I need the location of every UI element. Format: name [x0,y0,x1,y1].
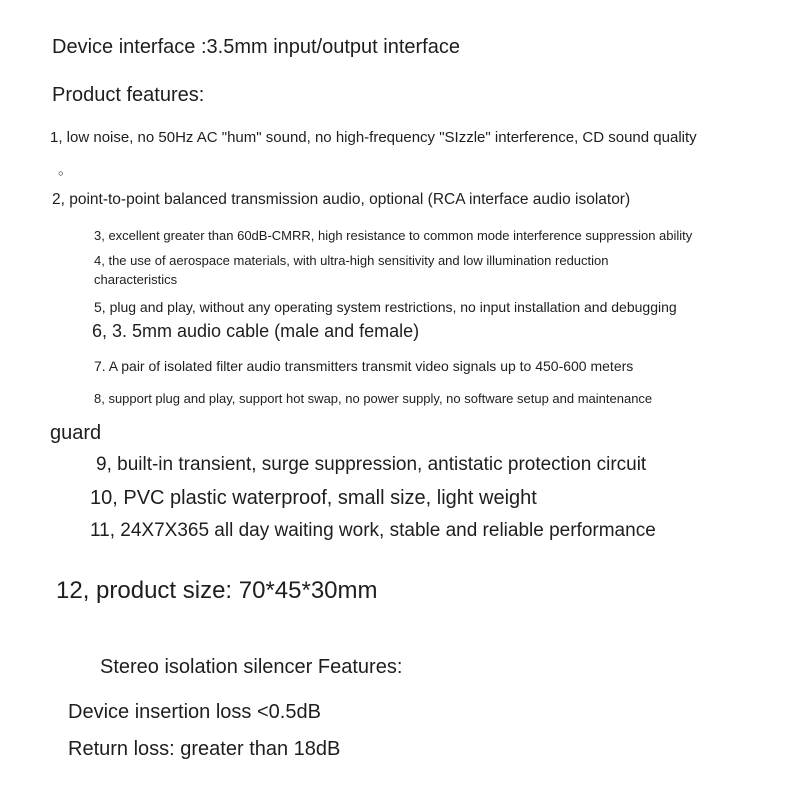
feature-5-text: 5, plug and play, without any operating system restrictions, no input installation and debugging [94,299,677,315]
feature-9-text: 9, built-in transient, surge suppression, antistatic protection circuit [96,454,647,475]
device-interface-text: Device interface :3.5mm input/output interface [52,36,460,58]
feature-11-text: 11, 24X7X365 all day waiting work, stable and reliable performance [90,520,656,541]
feature-7-text: 7. A pair of isolated filter audio transmitters transmit video signals up to 450-600 meters [94,358,634,374]
insertion-loss-text: Device insertion loss <0.5dB [68,701,321,723]
feature-3-text: 3, excellent greater than 60dB-CMRR, high resistance to common mode interference suppression ability [94,228,693,243]
product-features-heading: Product features: [52,84,205,106]
feature-12-text: 12, product size: 70*45*30mm [56,577,378,604]
stereo-features-heading: Stereo isolation silencer Features: [100,656,403,678]
feature-4-text: 4, the use of aerospace materials, with ultra-high sensitivity and low illumination reduction [94,253,609,268]
feature-6-text: 6, 3. 5mm audio cable (male and female) [92,321,420,341]
feature-8-continuation: guard [50,422,102,444]
feature-1-text: 1, low noise, no 50Hz AC "hum" sound, no high-frequency "SIzzle" interference, CD sound quality [50,129,697,146]
feature-10-text: 10, PVC plastic waterproof, small size, light weight [90,487,537,509]
feature-8-text: 8, support plug and play, support hot swap, no power supply, no software setup and maintenance [94,391,653,406]
feature-1-period: 。 [58,161,74,178]
return-loss-text: Return loss: greater than 18dB [68,738,341,760]
feature-2-text: 2, point-to-point balanced transmission audio, optional (RCA interface audio isolator) [52,191,631,208]
feature-4-continuation: characteristics [94,272,178,287]
